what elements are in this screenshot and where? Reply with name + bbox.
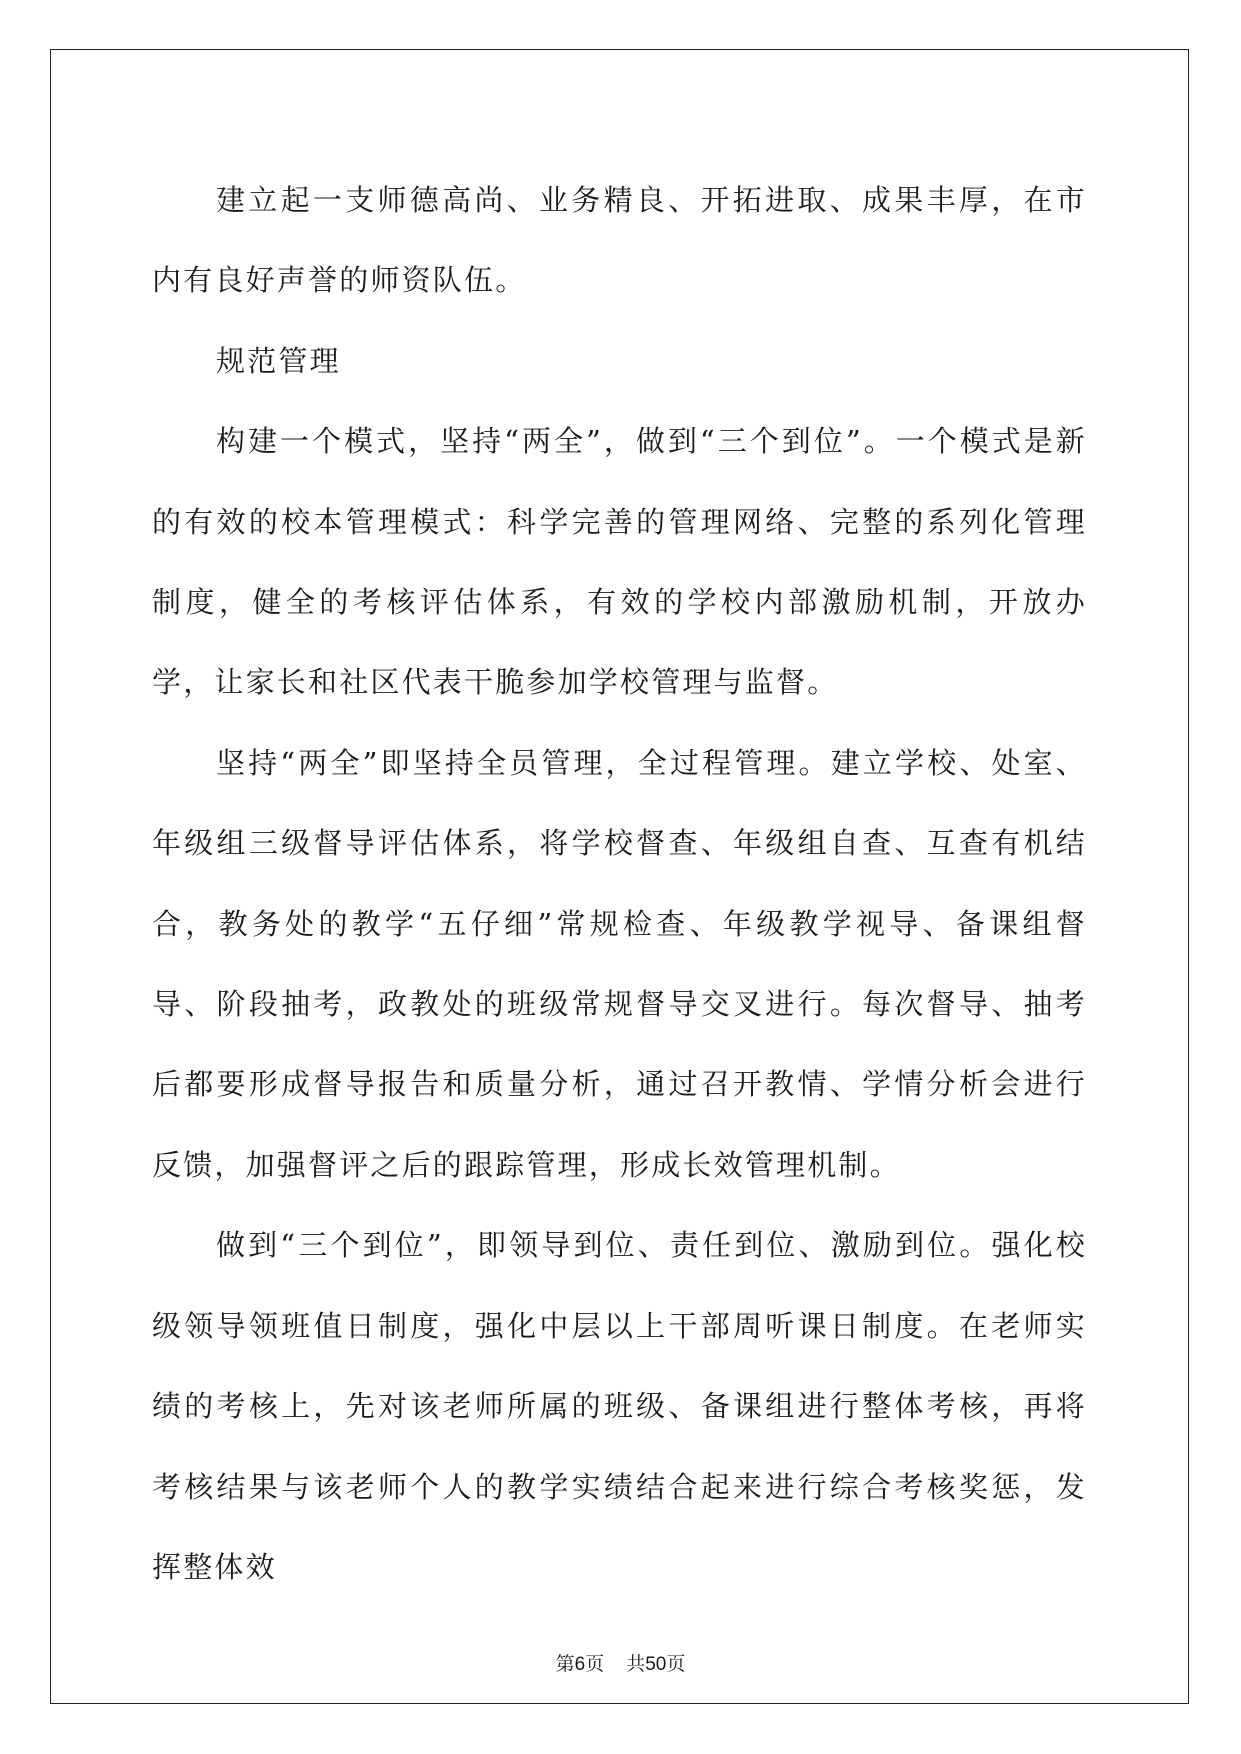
section-heading-management: 规范管理 xyxy=(216,343,341,378)
page-suffix: 页 xyxy=(585,1653,605,1675)
total-suffix: 页 xyxy=(666,1653,686,1675)
paragraph-three-in-place: 做到“三个到位”，即领导到位、责任到位、激励到位。强化校级领导领班值日制度，强化中层以上干部周听课日制度。在老师实绩的考核上，先对该老师所属的班级、备课组进行整体考核，再将考核结果与该老师个人的教学实绩结合起来进行综合考核奖惩，发挥整体效 xyxy=(152,1228,1087,1584)
paragraph-management-model: 构建一个模式，坚持“两全”，做到“三个到位”。一个模式是新的有效的校本管理模式：科学完善的管理网络、完整的系列化管理制度，健全的考核评估体系，有效的学校内部激励机制，开放办学，让家长和社区代表干脆参加学校管理与监督。 xyxy=(152,424,1087,700)
page-prefix: 第 xyxy=(555,1653,575,1675)
paragraph-teacher-team: 建立起一支师德高尚、业务精良、开拓进取、成果丰厚，在市内有良好声誉的师资队伍。 xyxy=(152,183,1087,298)
document-body xyxy=(152,160,1087,1607)
page-footer xyxy=(0,1652,1241,1677)
page-number: 6 xyxy=(574,1654,586,1675)
total-prefix: 共 xyxy=(626,1653,646,1675)
paragraph-two-full: 坚持“两全”即坚持全员管理，全过程管理。建立学校、处室、年级组三级督导评估体系，将学校督查、年级组自查、互查有机结合，教务处的教学“五仔细”常规检查、年级教学视导、备课组督导、阶段抽考，政教处的班级常规督导交叉进行。每次督导、抽考后都要形成督导报告和质量分析，通过召开教情、学情分析会进行反馈，加强督评之后的跟踪管理，形成长效管理机制。 xyxy=(152,745,1087,1182)
total-pages: 50 xyxy=(645,1654,667,1675)
